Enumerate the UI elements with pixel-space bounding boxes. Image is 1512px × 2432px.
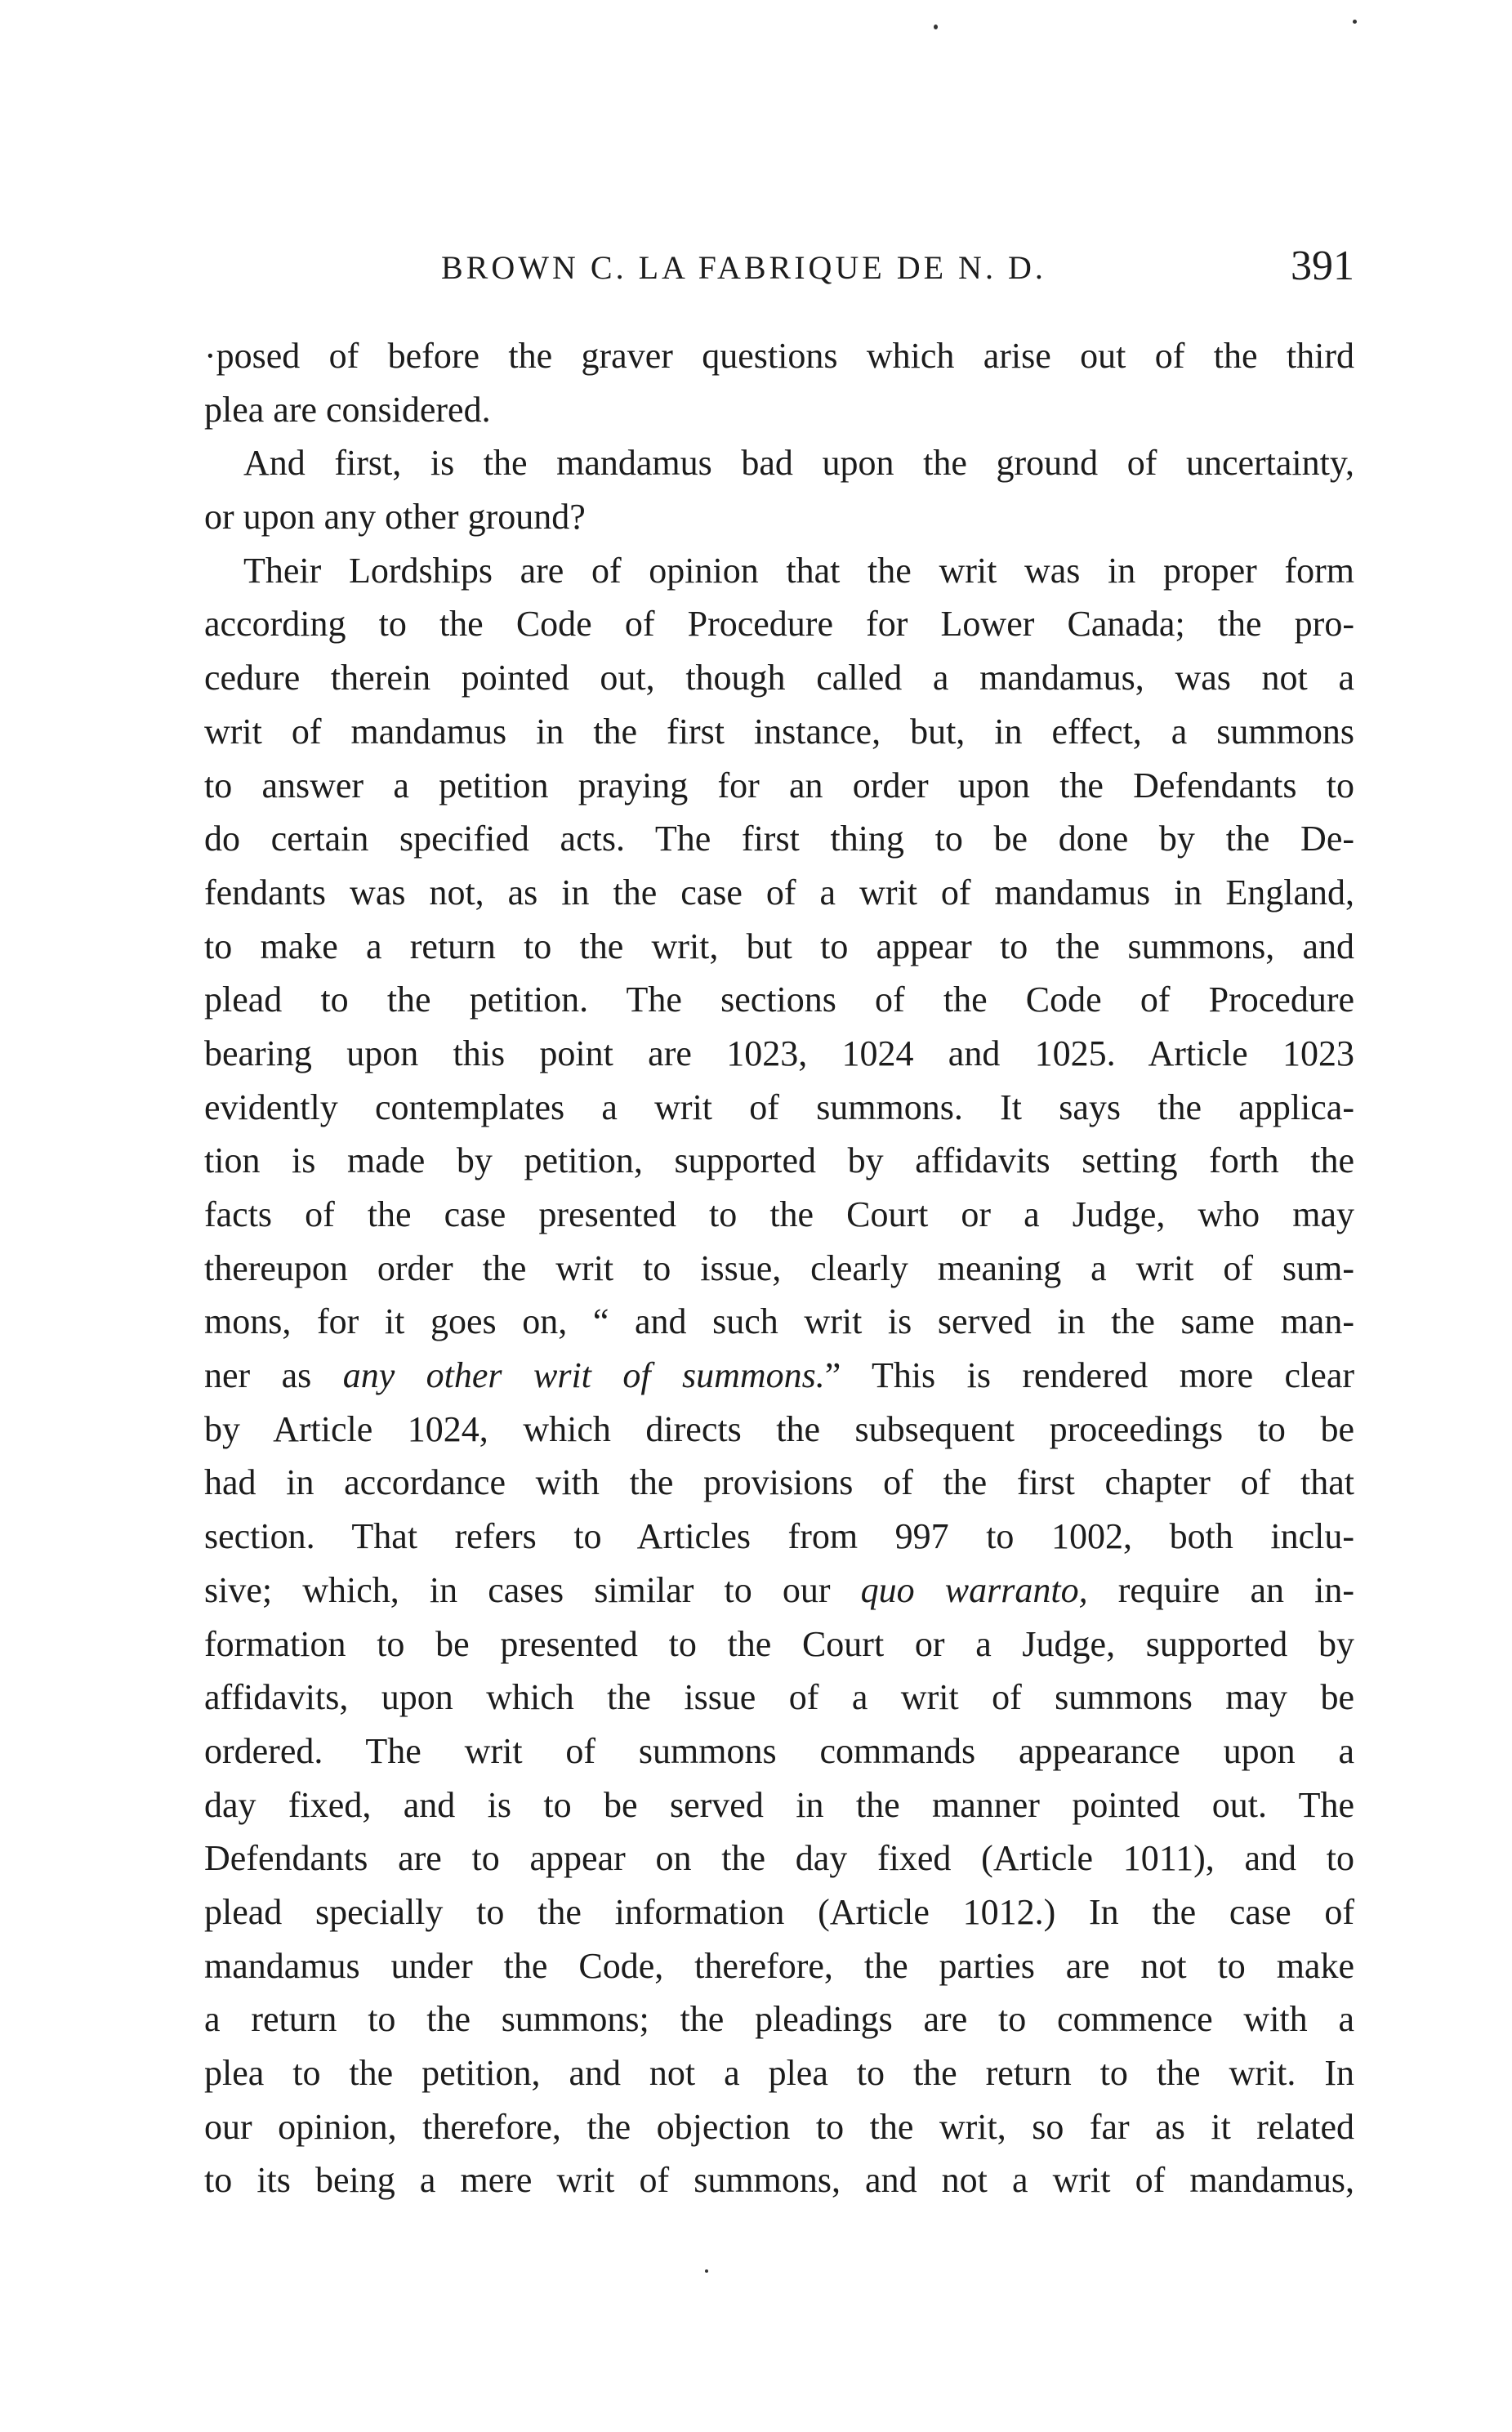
text-line: to answer a petition praying for an order upon the Defendants to (204, 765, 1354, 805)
text-line: a return to the summons; the pleadings are to commence with a (204, 1999, 1354, 2040)
text-line: ordered. The writ of summons commands appearance upon a (204, 1730, 1354, 1771)
text-line: plead to the petition. The sections of the Code of Procedure (204, 979, 1354, 1020)
text-line: writ of mandamus in the first instance, but, in effect, a summons (204, 711, 1354, 752)
text-line: section. That refers to Articles from 997 to 1002, both inclu- (204, 1516, 1354, 1557)
text-line: thereupon order the writ to issue, clearly meaning a writ of sum- (204, 1247, 1354, 1288)
page-number: 391 (1291, 243, 1354, 289)
page-header (204, 242, 1354, 299)
text-line: or upon any other ground? (204, 497, 586, 538)
text-line: do certain specified acts. The first thing to be done by the De- (204, 819, 1354, 859)
text-line: affidavits, upon which the issue of a writ of summons may be (204, 1677, 1354, 1718)
text-line: mons, for it goes on, “ and such writ is served in the same man- (204, 1301, 1354, 1342)
text-line: ·posed of before the graver questions which arise out of the third (204, 336, 1354, 376)
italic-phrase: quo warranto, (860, 1569, 1088, 1610)
text-line: mandamus under the Code, therefore, the parties are not to make (204, 1945, 1354, 1986)
print-speck (705, 2269, 708, 2273)
text-line: plead specially to the information (Article 1012.) In the case of (204, 1891, 1354, 1932)
text-line: fendants was not, as in the case of a writ of mandamus in England, (204, 872, 1354, 913)
text-line: had in accordance with the provisions of the first chapter of that (204, 1462, 1354, 1503)
body-text (204, 329, 1354, 2207)
text-line: ner as any other writ of summons.” This is rendered more clear (204, 1355, 1354, 1396)
text-line: Their Lordships are of opinion that the writ was in proper form (243, 550, 1354, 591)
print-speck (934, 25, 938, 29)
text-line: day fixed, and is to be served in the manner pointed out. The (204, 1784, 1354, 1825)
text-line: And first, is the mandamus bad upon the ground of uncertainty, (243, 443, 1354, 484)
text-line: plea to the petition, and not a plea to the return to the writ. In (204, 2053, 1354, 2093)
text-line: cedure therein pointed out, though called a mandamus, was not a (204, 658, 1354, 698)
text-line: bearing upon this point are 1023, 1024 and 1025. Article 1023 (204, 1033, 1354, 1073)
text-line: plea are considered. (204, 389, 491, 430)
print-speck (1353, 20, 1357, 24)
text-line: tion is made by petition, supported by affidavits setting forth the (204, 1140, 1354, 1181)
text-line: evidently contemplates a writ of summons. It says the applica- (204, 1087, 1354, 1127)
text-line: our opinion, therefore, the objection to the writ, so far as it related (204, 2106, 1354, 2147)
text-line: to its being a mere writ of summons, and not a writ of mandamus, (204, 2160, 1354, 2201)
text-line: facts of the case presented to the Court or a Judge, who may (204, 1194, 1354, 1234)
text-line: by Article 1024, which directs the subsequent proceedings to be (204, 1408, 1354, 1449)
text-line: formation to be presented to the Court or a Judge, supported by (204, 1623, 1354, 1664)
text-line: Defendants are to appear on the day fixed (Article 1011), and to (204, 1838, 1354, 1879)
text-line: to make a return to the writ, but to appear to the summons, and (204, 926, 1354, 966)
text-line: according to the Code of Procedure for Lower Canada; the pro- (204, 604, 1354, 645)
running-title: BROWN C. LA FABRIQUE DE N. D. (441, 249, 1046, 286)
text-line: sive; which, in cases similar to our quo warranto, require an in- (204, 1569, 1354, 1610)
italic-phrase: any other writ of summons. (342, 1355, 825, 1396)
